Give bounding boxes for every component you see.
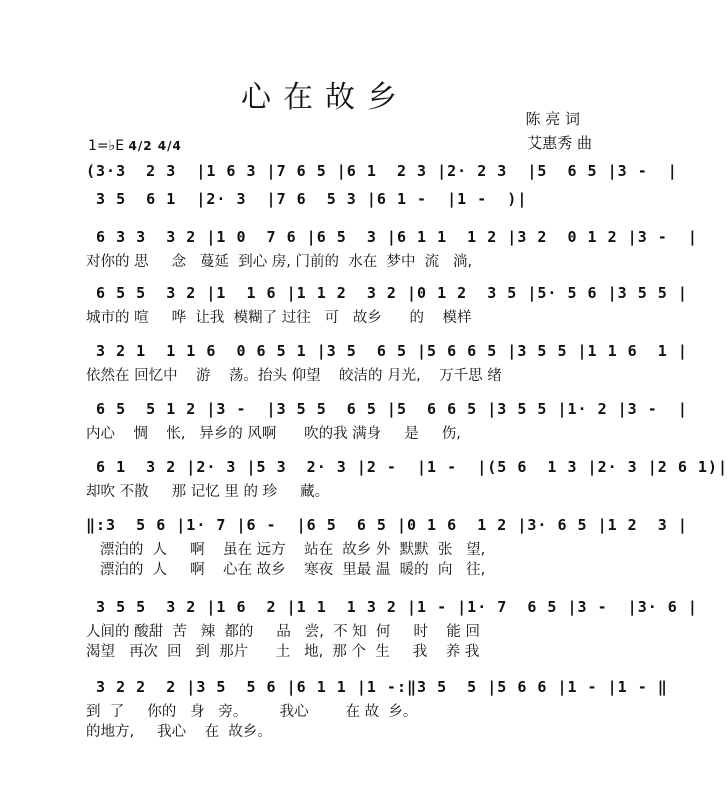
notation-row: 6 1 3 2 |2· 3 |5 3 2· 3 |2 - |1 - |(5 6 1 3 |2· 3 |2 6 1)| xyxy=(86,458,728,476)
notation-row: 6 3 3 3 2 |1 0 7 6 |6 5 3 |6 1 1 1 2 |3 2 0 1 2 |3 - | xyxy=(86,228,698,246)
lyric-line: 渴望 再次 回 到 那片 土 地, 那 个 生 我 养 我 xyxy=(86,644,480,660)
notation-row: 3 5 6 1 |2· 3 |7 6 5 3 |6 1 - |1 - )| xyxy=(86,190,528,208)
lyric-line: 漂泊的 人 啊 心在 故乡 寒夜 里最 温 暖的 向 往, xyxy=(86,562,486,578)
notation-row: 3 2 1 1 1 6 0 6 5 1 |3 5 6 5 |5 6 6 5 |3 5 5 |1 1 6 1 | xyxy=(86,342,688,360)
song-title: 心在故乡 xyxy=(241,80,409,115)
lyric-line: 对你的 思 念 蔓延 到心 房, 门前的 水在 梦中 流 淌, xyxy=(86,254,473,270)
notation-row: ‖:3 5 6 |1· 7 |6 - |6 5 6 5 |0 1 6 1 2 |3· 6 5 |1 2 3 | xyxy=(86,516,688,534)
notation-row: 6 5 5 1 2 |3 - |3 5 5 6 5 |5 6 6 5 |3 5 5 |1· 2 |3 - | xyxy=(86,400,688,418)
lyric-line: 内心 惆 怅, 异乡的 风啊 吹的我 满身 是 伤, xyxy=(86,426,461,442)
notation-row: 3 5 5 3 2 |1 6 2 |1 1 1 3 2 |1 - |1· 7 6 5 |3 - |3· 6 | xyxy=(86,598,698,616)
time-signature: 4/2 4/4 xyxy=(128,139,182,153)
lyric-line: 城市的 喧 哗 让我 模糊了 过往 可 故乡 的 模样 xyxy=(86,310,472,326)
notation-row: (3·3 2 3 |1 6 3 |7 6 5 |6 1 2 3 |2· 2 3 |5 6 5 |3 - | xyxy=(86,162,678,180)
lyric-line: 人间的 酸甜 苦 辣 都的 品 尝, 不 知 何 时 能 回 xyxy=(86,624,480,640)
composer-credit: 艾惠秀 曲 xyxy=(527,134,592,152)
key-signature xyxy=(88,138,182,154)
notation-row: 6 5 5 3 2 |1 1 6 |1 1 2 3 2 |0 1 2 3 5 |5· 5 6 |3 5 5 | xyxy=(86,284,688,302)
lyric-line: 依然在 回忆中 游 荡。抬头 仰望 皎洁的 月光, 万千思 绪 xyxy=(86,368,502,384)
key-label: 1=♭E xyxy=(88,138,125,154)
lyric-line: 到 了 你的 身 旁。 我心 在 故 乡。 xyxy=(86,704,418,720)
lyric-line: 的地方, 我心 在 故乡。 xyxy=(86,724,272,740)
lyric-line: 漂泊的 人 啊 虽在 远方 站在 故乡 外 默默 张 望, xyxy=(86,542,486,558)
lyric-line: 却吹 不散 那 记忆 里 的 珍 藏。 xyxy=(86,484,330,500)
lyricist-credit: 陈 亮 词 xyxy=(525,110,580,128)
notation-row: 3 2 2 2 |3 5 5 6 |6 1 1 |1 -:‖3 5 5 |5 6 6 |1 - |1 - ‖ xyxy=(86,678,668,696)
